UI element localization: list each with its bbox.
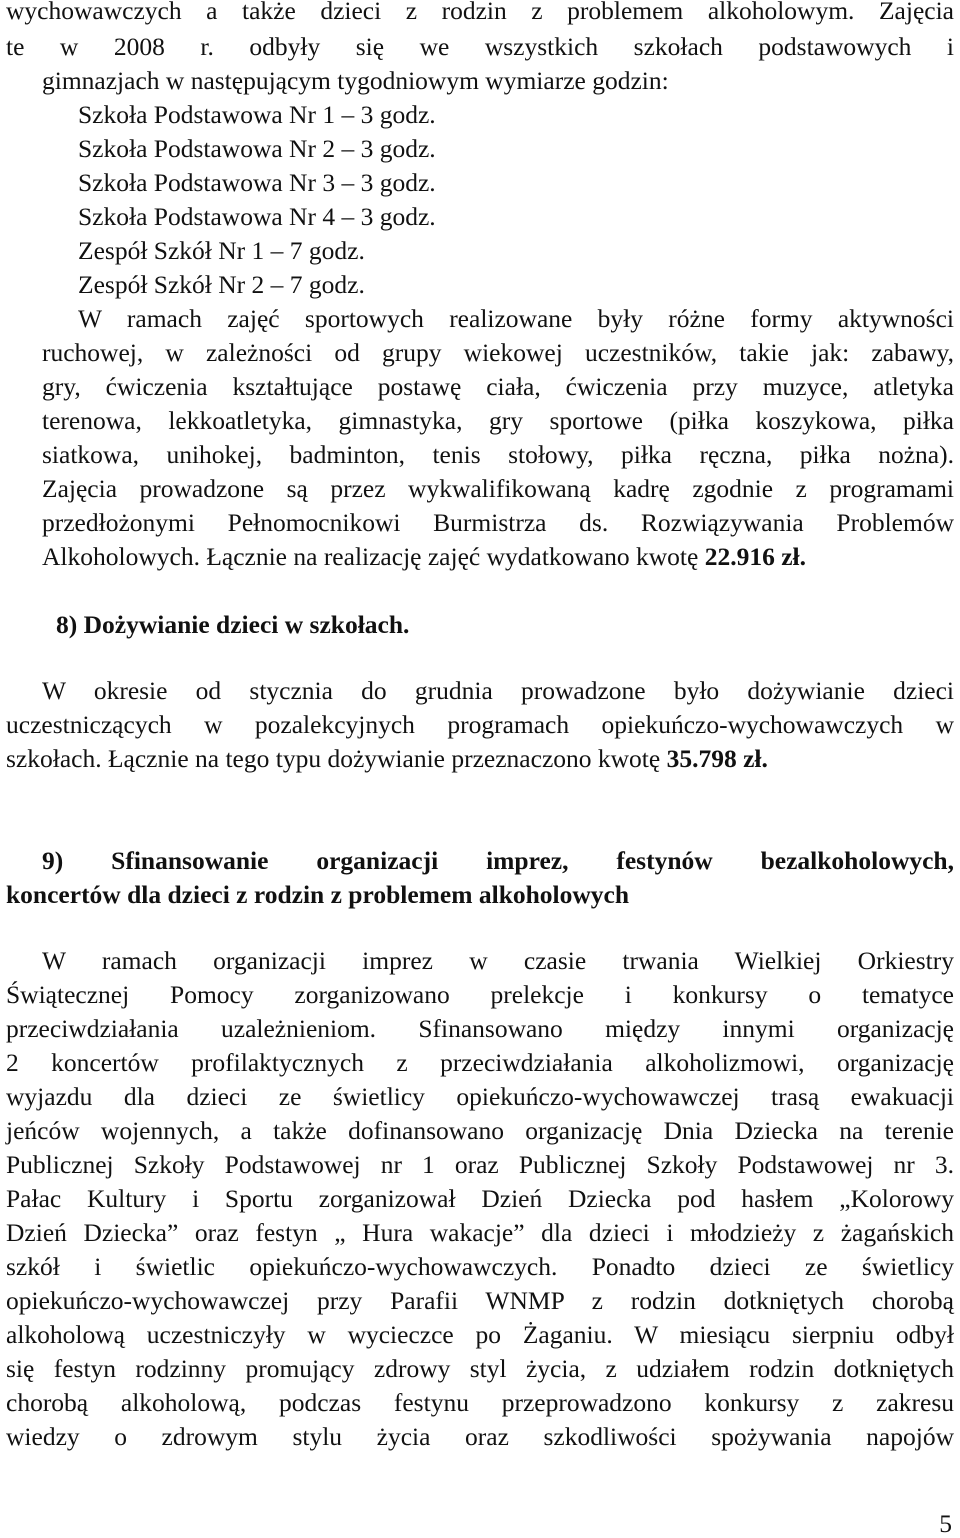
text-line: wychowawczych a także dzieci z rodzin z problemem alkoholowym. Zajęcia (6, 0, 954, 25)
text-line: uczestniczących w pozalekcyjnych programach opiekuńczo-wychowawczych w (6, 710, 954, 739)
text-line: przeciwdziałania uzależnieniom. Sfinansowano między innymi organizację (6, 1014, 954, 1043)
text-segment: szkołach. Łącznie na tego typu dożywianie przeznaczono kwotę (6, 744, 667, 773)
text-line: szkół i świetlic opiekuńczo-wychowawczych. Ponadto dzieci ze świetlicy (6, 1252, 954, 1281)
text-line: siatkowa, unihokej, badminton, tenis stołowy, piłka ręczna, piłka nożna). (42, 440, 954, 469)
school-item: Szkoła Podstawowa Nr 2 – 3 godz. (78, 134, 436, 163)
text-line: 2 koncertów profilaktycznych z przeciwdziałania alkoholizmowi, organizację (6, 1048, 954, 1077)
text-line: przedłożonymi Pełnomocnikowi Burmistrza ds. Rozwiązywania Problemów (42, 508, 954, 537)
text-line: gry, ćwiczenia kształtujące postawę ciała, ćwiczenia przy muzyce, atletyka (42, 372, 954, 401)
page-number: 5 (939, 1509, 952, 1538)
text-line: terenowa, lekkoatletyka, gimnastyka, gry sportowe (piłka koszykowa, piłka (42, 406, 954, 435)
amount-value: 22.916 zł. (704, 542, 806, 571)
text-line (42, 540, 954, 574)
text-line: jeńców wojennych, a także dofinansowano organizację Dnia Dziecka na terenie (6, 1116, 954, 1145)
text-line: gimnazjach w następującym tygodniowym wymiarze godzin: (42, 66, 669, 95)
text-line: Dzień Dziecka” oraz festyn „ Hura wakacje” dla dzieci i młodzieży z żagańskich (6, 1218, 954, 1247)
text-line: chorobą alkoholową, podczas festynu przeprowadzono konkursy z zakresu (6, 1388, 954, 1417)
text-line: Świątecznej Pomocy zorganizowano prelekcje i konkursy o tematyce (6, 980, 954, 1009)
text-line: W ramach organizacji imprez w czasie trwania Wielkiej Orkiestry (42, 946, 954, 975)
text-line: W ramach zajęć sportowych realizowane były różne formy aktywności (78, 304, 954, 333)
school-item: Zespół Szkół Nr 2 – 7 godz. (78, 270, 365, 299)
section-heading: 9) Sfinansowanie organizacji imprez, festynów bezalkoholowych, (42, 846, 954, 875)
section-heading: koncertów dla dzieci z rodzin z problemem alkoholowych (6, 880, 630, 909)
text-line: Publicznej Szkoły Podstawowej nr 1 oraz Publicznej Szkoły Podstawowej nr 3. (6, 1150, 954, 1179)
text-line: się festyn rodzinny promujący zdrowy styl życia, z udziałem rodzin dotkniętych (6, 1354, 954, 1383)
school-item: Szkoła Podstawowa Nr 3 – 3 godz. (78, 168, 436, 197)
section-heading: 8) Dożywianie dzieci w szkołach. (56, 610, 410, 639)
text-line: opiekuńczo-wychowawczej przy Parafii WNMP z rodzin dotkniętych chorobą (6, 1286, 954, 1315)
text-line: alkoholową uczestniczyły w wycieczce po Żaganiu. W miesiącu sierpniu odbył (6, 1320, 954, 1349)
text-line: Pałac Kultury i Sportu zorganizował Dzień Dziecka pod hasłem „Kolorowy (6, 1184, 954, 1213)
text-line: Zajęcia prowadzone są przez wykwalifikowaną kadrę zgodnie z programami (42, 474, 954, 503)
school-item: Szkoła Podstawowa Nr 4 – 3 godz. (78, 202, 436, 231)
text-line: te w 2008 r. odbyły się we wszystkich szkołach podstawowych i (6, 32, 954, 61)
text-line (6, 742, 954, 776)
text-segment: Alkoholowych. Łącznie na realizację zajęć wydatkowano kwotę (42, 542, 705, 571)
text-line: W okresie od stycznia do grudnia prowadzone było dożywianie dzieci (42, 676, 954, 705)
school-item: Szkoła Podstawowa Nr 1 – 3 godz. (78, 100, 436, 129)
school-item: Zespół Szkół Nr 1 – 7 godz. (78, 236, 365, 265)
text-line: wyjazdu dla dzieci ze świetlicy opiekuńczo-wychowawczej trasą ewakuacji (6, 1082, 954, 1111)
amount-value: 35.798 zł. (666, 744, 768, 773)
text-line: wiedzy o zdrowym stylu życia oraz szkodliwości spożywania napojów (6, 1422, 954, 1451)
text-line: ruchowej, w zależności od grupy wiekowej uczestników, takie jak: zabawy, (42, 338, 954, 367)
